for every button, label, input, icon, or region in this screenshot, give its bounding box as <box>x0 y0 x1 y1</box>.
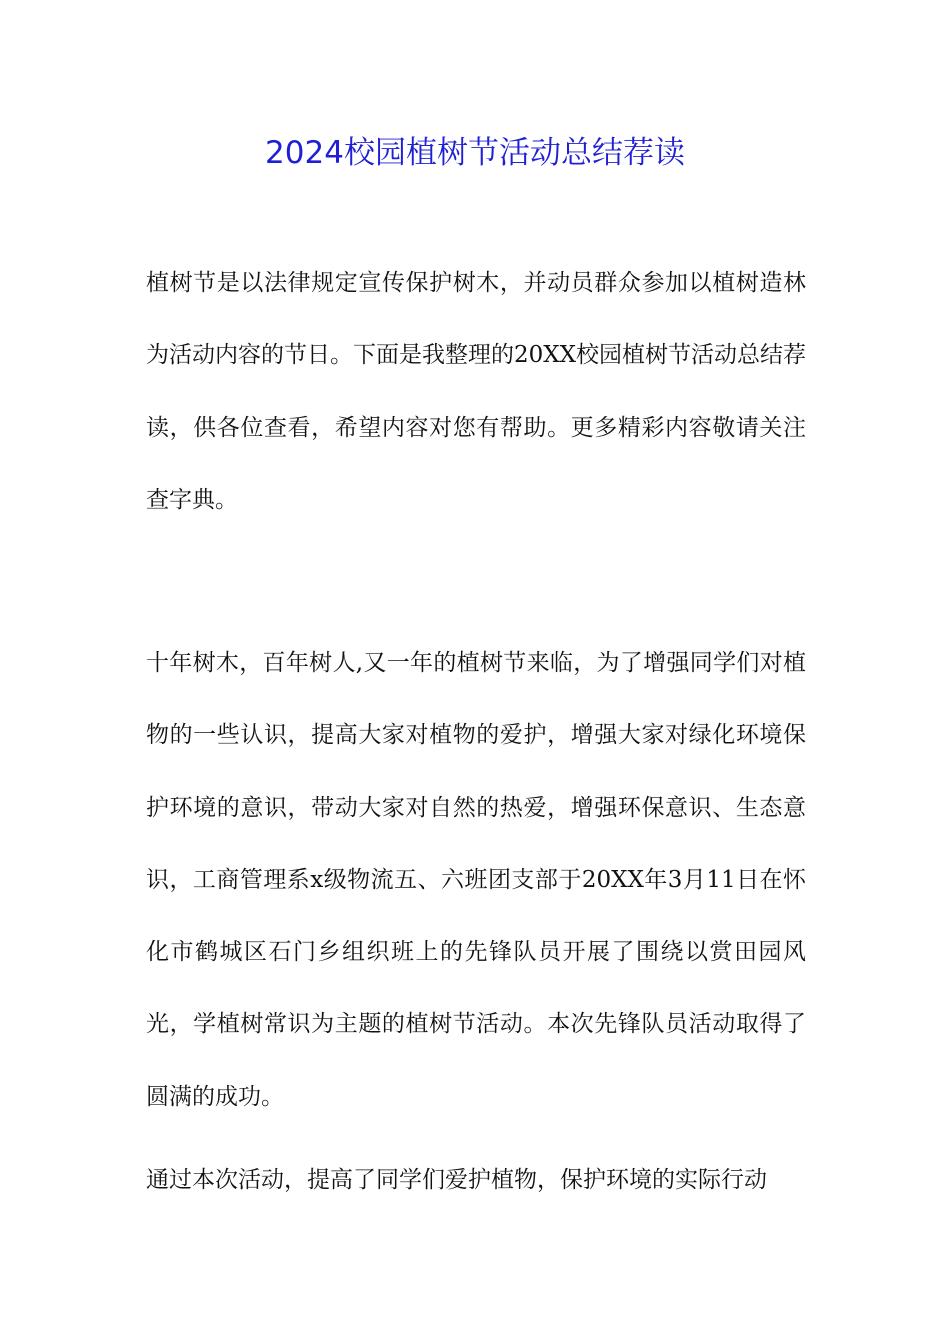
intro-paragraph: 植树节是以法律规定宣传保护树木，并动员群众参加以植树造林为活动内容的节日。下面是我整理的20XX校园植树节活动总结荐读，供各位查看，希望内容对您有帮助。更多精彩内容敬请关注查字典。 <box>146 270 807 513</box>
body-paragraph-1: 十年树木，百年树人,又一年的植树节来临，为了增强同学们对植物的一些认识，提高大家对植物的爱护，增强大家对绿化环境保护环境的意识，带动大家对自然的热爱，增强环保意识、生态意识，工商管理系x级物流五、六班团支部于20XX年3月11日在怀化市鹤城区石门乡组织班上的先锋队员开展了围绕以赏田园风光，学植树常识为主题的植树节活动。本次先锋队员活动取得了圆满的成功。 <box>146 650 806 1110</box>
body-paragraph-2: 通过本次活动，提高了同学们爱护植物，保护环境的实际行动 <box>146 1167 767 1193</box>
document-title: 2024校园植树节活动总结荐读 <box>265 135 685 171</box>
